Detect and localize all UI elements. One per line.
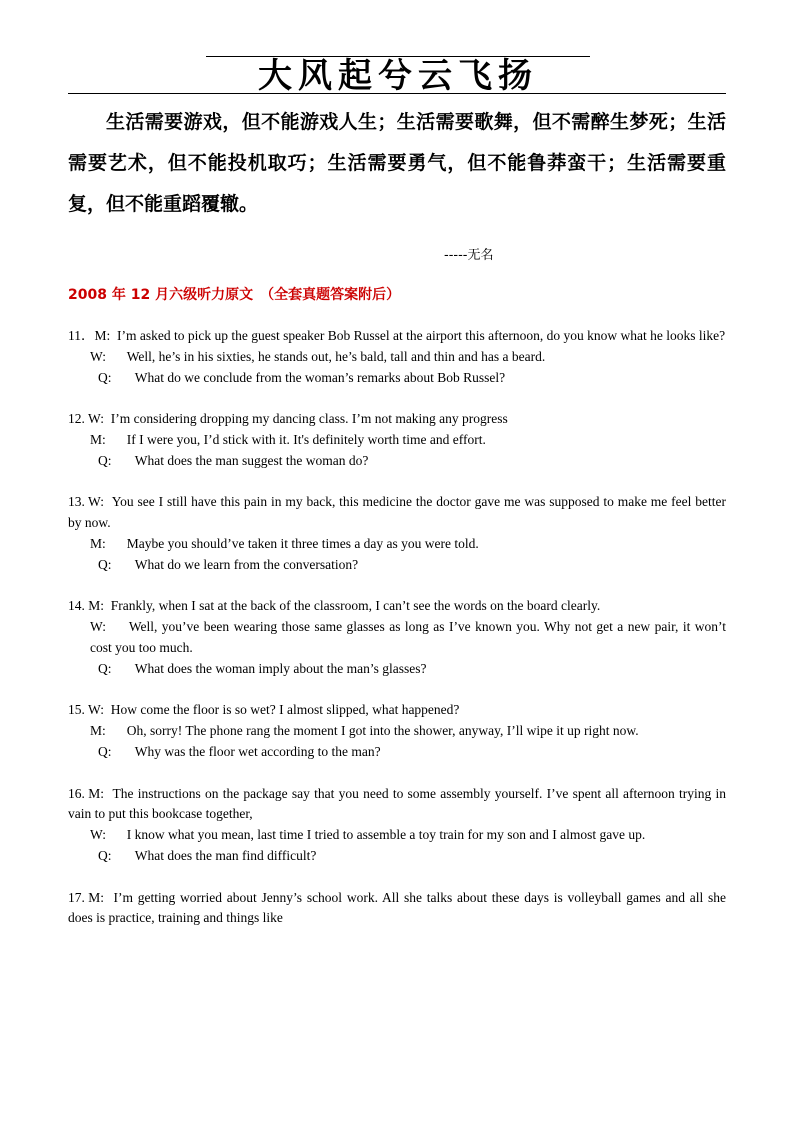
dialogue-reply xyxy=(68,347,726,368)
dialogue-item xyxy=(68,700,726,762)
dialogue-first-line xyxy=(68,700,726,721)
dialogue-first-line xyxy=(68,492,726,534)
dialogue-question xyxy=(68,659,726,680)
speaker-label: 15. W: xyxy=(68,702,104,718)
speaker-label: 14. M: xyxy=(68,598,105,614)
dialogue-first-line xyxy=(68,888,726,930)
dialogue-text: Well, he’s in his sixties, he stands out, he’s bald, tall and thin and has a beard. xyxy=(126,348,546,364)
speaker-label: Q: xyxy=(98,369,112,385)
dialogue-text: Why was the floor wet according to the man? xyxy=(134,743,381,759)
dialogue-item xyxy=(68,784,726,867)
speaker-label: Q: xyxy=(98,743,112,759)
dialogue-text: What do we learn from the conversation? xyxy=(134,556,359,572)
speaker-label: W: xyxy=(90,619,106,635)
dialogue-item xyxy=(68,596,726,679)
dialogue-first-line xyxy=(68,326,726,347)
dialogue-text: How come the floor is so wet? I almost slipped, what happened? xyxy=(110,702,460,718)
dialogue-reply xyxy=(68,825,726,846)
speaker-label: Q: xyxy=(98,660,112,676)
dialogue-reply xyxy=(68,534,726,555)
dialogue-text: Maybe you should’ve taken it three times a day as you were told. xyxy=(126,535,479,551)
dialogue-text: What do we conclude from the woman’s remarks about Bob Russel? xyxy=(134,369,506,385)
speaker-label: 12. W: xyxy=(68,411,104,427)
speaker-label: Q: xyxy=(98,452,112,468)
dialogue-text: I’m asked to pick up the guest speaker Bob Russel at the airport this afternoon, do you know what he looks like? xyxy=(117,328,726,343)
dialogue-question xyxy=(68,846,726,867)
dialogue-reply xyxy=(68,617,726,659)
header-bottom-rule xyxy=(68,93,726,94)
dialogue-question xyxy=(68,451,726,472)
dialogue-item xyxy=(68,326,726,388)
transcript xyxy=(68,326,726,950)
speaker-label: M: xyxy=(90,431,106,447)
dialogue-reply xyxy=(68,721,726,742)
dialogue-question xyxy=(68,742,726,763)
speaker-label: M: xyxy=(90,723,106,739)
dialogue-item xyxy=(68,888,726,930)
quote-text: 生活需要游戏，但不能游戏人生；生活需要歌舞，但不需醉生梦死；生活需要艺术，但不能投机取巧；生活需要勇气，但不能鲁莽蛮干；生活需要重复，但不能重蹈覆辙。 xyxy=(68,111,726,215)
dialogue-first-line xyxy=(68,784,726,826)
dialogue-text: I know what you mean, last time I tried to assemble a toy train for my son and I almost gave up. xyxy=(126,827,646,843)
dialogue-question xyxy=(68,555,726,576)
dialogue-first-line xyxy=(68,409,726,430)
quote-attribution: -----无名 xyxy=(444,248,494,263)
dialogue-text: What does the man find difficult? xyxy=(134,847,317,863)
dialogue-question xyxy=(68,368,726,389)
speaker-label: 11．M: xyxy=(68,328,111,343)
header-title: 大风起兮云飞扬 xyxy=(258,56,538,96)
dialogue-text: Frankly, when I sat at the back of the classroom, I can’t see the words on the board clearly. xyxy=(110,598,601,614)
dialogue-item xyxy=(68,409,726,471)
dialogue-text: What does the woman imply about the man’s glasses? xyxy=(134,660,427,676)
speaker-label: Q: xyxy=(98,556,112,572)
dialogue-first-line xyxy=(68,596,726,617)
dialogue-text: Well, you’ve been wearing those same glasses as long as I’ve known you. Why not get a new pair, it won’t cost you too much. xyxy=(90,619,726,655)
speaker-label: 17. M: xyxy=(68,889,105,905)
speaker-label: 16. M: xyxy=(68,785,105,801)
speaker-label: M: xyxy=(90,535,106,551)
speaker-label: W: xyxy=(90,348,106,364)
section-title: 2008 年 12 月六级听力原文 （全套真题答案附后） xyxy=(68,287,401,303)
speaker-label: Q: xyxy=(98,847,112,863)
speaker-label: 13. W: xyxy=(68,494,104,510)
dialogue-text: Oh, sorry! The phone rang the moment I got into the shower, anyway, I’ll wipe it up right now. xyxy=(126,723,639,739)
dialogue-text: What does the man suggest the woman do? xyxy=(134,452,369,468)
dialogue-text: The instructions on the package say that you need to some assembly yourself. I’ve spent all afternoon trying in vain to put this bookcase together, xyxy=(68,785,727,822)
dialogue-text: I’m considering dropping my dancing class. I’m not making any progress xyxy=(110,411,508,427)
dialogue-reply xyxy=(68,430,726,451)
dialogue-text: I’m getting worried about Jenny’s school work. All she talks about these days is volleyball games and all she does is practice, training and things like xyxy=(68,889,727,926)
speaker-label: W: xyxy=(90,827,106,843)
dialogue-text: If I were you, I’d stick with it. It's definitely worth time and effort. xyxy=(126,431,486,447)
dialogue-item xyxy=(68,492,726,575)
dialogue-text: You see I still have this pain in my back, this medicine the doctor gave me was supposed to make me feel better by now. xyxy=(68,494,727,531)
